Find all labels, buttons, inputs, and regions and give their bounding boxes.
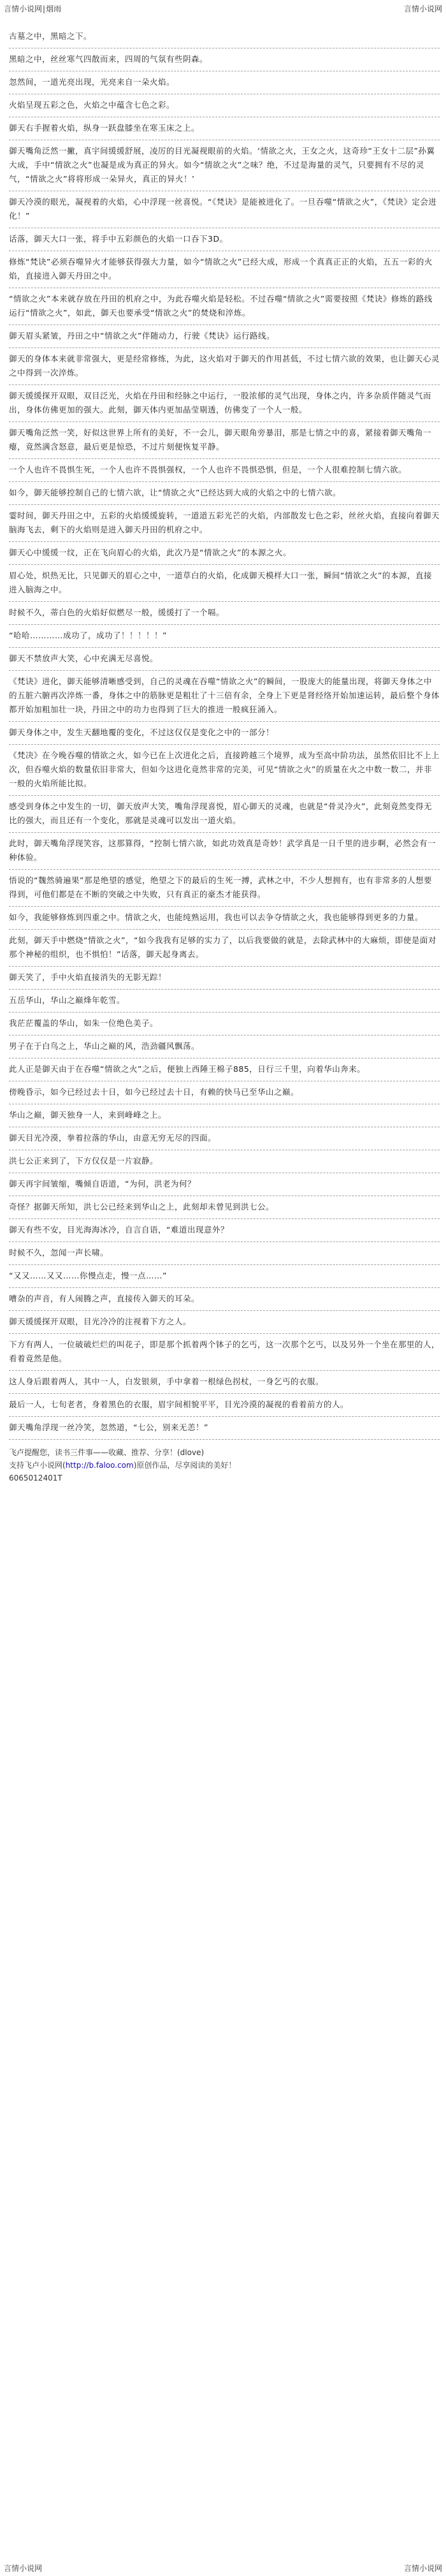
text-paragraph: 御天的身体本来就非常强大，更是经常修练，为此，这火焰对于御天的作用甚低，不过七情六欲的效果，也让御天心灵之中得到一次淬炼。 — [9, 348, 440, 385]
footer-site-link[interactable]: http://b.faloo.com — [65, 1461, 134, 1470]
text-paragraph: 《梵决》在今晚吞噬的情欲之火，如今已在上次进化之后，直接跨越三个境界，成为至高中阶功法，虽然依旧比不上上次，但吞噬火焰的数量依旧非常大，但如今这进化竟然非常的完美，可见“情欲之火”的质量在火之中数一数二，并非一般的火焰所能比拟。 — [9, 745, 440, 796]
text-paragraph: 我茫茫覆盖的华山，如朱一位绝色美子。 — [9, 1013, 440, 1036]
text-paragraph: 御天右手握着火焰，纵身一跃盘膝坐在寒玉床之上。 — [9, 117, 440, 140]
footer-book-id: 6065012401T — [9, 1474, 62, 1482]
site-link-left[interactable]: 言情小说网 — [4, 4, 43, 13]
title-divider: | — [43, 4, 46, 13]
text-paragraph: 御天笑了，手中火焰直接消失的无影无踪！ — [9, 967, 440, 990]
text-paragraph: 洪七公正来到了，下方仅仅是一片寂静。 — [9, 1150, 440, 1173]
text-paragraph: “又又……又又……你慢点走，慢一点……” — [9, 1265, 440, 1288]
text-paragraph: 御天缓缓探开双眼，目光冷冷的注视着下方之人。 — [9, 1311, 440, 1334]
text-paragraph: 御天不禁放声大笑，心中充满无尽喜悦。 — [9, 648, 440, 671]
footer-site-suffix: )原创作品，尽享阅读的美好！ — [133, 1461, 236, 1470]
text-paragraph: 感受到身体之中发生的一切，御天放声大笑，嘴角浮现喜悦，眉心御天的灵魂，也就是“骨灵冷火”，此刻竟然变得无比的强大，而且还有一个变化，那就是灵魂可以发出一道火焰。 — [9, 796, 440, 833]
text-paragraph: 御天再宇间皱缩，嘴倾自语道，“为何，洪老为何？ — [9, 1173, 440, 1196]
site-link-bottom-right[interactable]: 言情小说网 — [403, 2563, 442, 2573]
text-paragraph: “哈哈…………成功了，成功了！！！！！” — [9, 625, 440, 648]
chapter-footer — [9, 1446, 440, 1484]
text-paragraph: 此时，御天嘴角浮现笑容，这那算得，“控制七情六欲，如此功效真是奇妙！武学真是一日千里的进步啊，必然会有一种体验。 — [9, 833, 440, 870]
text-paragraph: 火焰呈现五彩之色，火焰之中蕴含七色之彩。 — [9, 94, 440, 117]
footer-note: 飞卢提醒您，读书三件事——收藏、推荐、分享！(dlove) — [9, 1448, 205, 1457]
text-paragraph: 霎时间，御天丹田之中，五彩的火焰缓缓旋转，一道道五彩光芒的火焰，内部散发七色之彩，丝丝火焰，直接向着御天脑海飞去，剩下的火焰则是进入御天丹田的机府之中。 — [9, 505, 440, 542]
site-link-right[interactable]: 言情小说网 — [403, 4, 442, 13]
text-paragraph: 此刻，御天手中燃烧“情欲之火”，“如今我我有足够的实力了，以后我要做的就是，去除武林中的大麻烦，即使是面对那个神秘的组织，也不惧怕！”话落，御天起身离去。 — [9, 930, 440, 967]
text-paragraph: 此人正是御天由于在吞噬“情欲之火”之后，便独上西陲王棉子885，日行三千里，向着华山奔来。 — [9, 1058, 440, 1081]
top-header-left — [4, 3, 61, 14]
text-paragraph: 古墓之中，黑暗之下。 — [9, 26, 440, 48]
text-paragraph: 御天缓缓探开双眼，双目泛光，火焰在丹田和经脉之中运行，一股浓郁的灵气出现，身体之内，许多杂质伴随灵气而出，身体仿佛更加的强大。此刻，御天体内更加晶莹剔透，仿佛变了一个人一般。 — [9, 385, 440, 422]
text-paragraph: 如今，御天能够控制自己的七情六欲，让“情欲之火”已经达到大成的火焰之中的七情六欲。 — [9, 482, 440, 505]
text-paragraph: 嘈杂的声音，有人闹腾之声，直接传入御天的耳朵。 — [9, 1288, 440, 1311]
text-paragraph: 五岳华山，华山之巅烽年乾雪。 — [9, 990, 440, 1013]
text-paragraph: 男子在于白鸟之上，华山之巅的风，浩劲疆风飘荡。 — [9, 1036, 440, 1058]
text-paragraph: 御天嘴角泛然一撇，真宇间缓缓舒展，凌厉的目光凝视眼前的火焰。‘情欲之火，王女之火，这奇珍“王女十二层”孙翼大成，手中“情欲之火”也凝是成为真正的异火。如今“情欲之火”之味？绝，不过是海量的灵气，只要拥有不尽的灵气，“情欲之火”将将形成一朵异火，真正的异火！’ — [9, 140, 440, 191]
text-paragraph: 御天冷漠的眼光，凝视着的火焰，心中浮现一丝喜悦。“《梵诀》是能被进化了。一旦吞噬“情欲之火”，《梵诀》定会进化！” — [9, 191, 440, 228]
text-paragraph: 如今，我能够修炼到四重之中。情欲之火，也能纯熟运用，我也可以去争夺情欲之火，我也能够得到更多的力量。 — [9, 907, 440, 930]
text-paragraph: 御天眉头紧皱，丹田之中“情欲之火”伴随动力，行驶《梵诀》运行路线。 — [9, 325, 440, 348]
text-paragraph: 修炼“梵诀”必须吞噬异火才能够获得强大力量，如今“情欲之火”已经大成，形成一个真真正正的火焰，五五一彩的火焰，直接进入御天丹田之中。 — [9, 251, 440, 288]
text-paragraph: 时候不久，蒂白色的火焰好似燃尽一般，缓缓打了一个嗝。 — [9, 602, 440, 625]
text-paragraph: 最后一人，七旬老者，身着黑色的衣服，眉宇间相貌平平，目光冷漠的凝视的看着前方的人。 — [9, 1394, 440, 1417]
text-paragraph: 奇怪？据御天所知，洪七公已经来到华山之上，此刻却未曾见到洪七公。 — [9, 1196, 440, 1219]
text-paragraph: 御天目光冷漠，拳着拉落的华山，由意无穷无尽的四面。 — [9, 1127, 440, 1150]
site-link-bottom-left[interactable]: 言情小说网 — [4, 2563, 43, 2573]
text-paragraph: 时候不久，忽闻一声长啸。 — [9, 1242, 440, 1265]
text-paragraph: 话落，御天大口一张，将手中五彩颜色的火焰一口吞下3D。 — [9, 228, 440, 251]
text-paragraph: 傍晚昏示，如今已经过去十日，如今已经过去十日，有赖的快马已至华山之巅。 — [9, 1081, 440, 1104]
text-paragraph: 下方有两人，一位破破烂烂的叫花子，即是那个抓着两个钵子的乞丐，这一次那个乞丐，以及另外一个坐在那里的人，看着竟然是他。 — [9, 1334, 440, 1371]
footer-site-prefix: 支持飞卢小说网( — [9, 1461, 66, 1470]
text-paragraph: 悟说的“魏然骑遍果”那是绝望的感觉，绝望之下的最后的生死一搏，武林之中，不少人想拥有，也有非常多的人想要得到，可他们都是在不断的突破之中失败，只有真正的豪杰才能获得。 — [9, 870, 440, 907]
text-paragraph: 忽然间，一道光亮出现，光亮来自一朵火焰。 — [9, 71, 440, 94]
text-paragraph: 御天嘴角泛然一笑，好似这世界上所有的美好，不一会儿，御天眼角旁暴泪，那是七情之中的喜，紧接着御天嘴角一瘪，竟然满含怒意，最后更是惊恐，不过片刻便恢复平静。 — [9, 422, 440, 459]
text-paragraph: 御天有些不安，目光海海冰冷，自言自语，“难道出现意外？ — [9, 1219, 440, 1242]
bottom-header — [0, 2562, 446, 2573]
text-paragraph: 御天身体之中，发生天翻地覆的变化，不过这仅仅是变化之中的一部分！ — [9, 722, 440, 745]
text-paragraph: 御天嘴角浮现一丝冷笑，忽然道，“七公，别来无恙！” — [9, 1417, 440, 1440]
top-header — [0, 3, 446, 14]
book-title: 烟雨 — [46, 4, 62, 13]
text-paragraph: 眉心处，炽热无比，只见御天的眉心之中，一道草白的火焰，化成御天模样大口一张，瞬间“情欲之火”的本源，直接进入脑海之中。 — [9, 565, 440, 602]
text-paragraph: 一个人也许不畏惧生死，一个人也许不畏惧强权，一个人也许不畏惧恐惧，但是，一个人很难控制七情六欲。 — [9, 459, 440, 482]
text-paragraph: 《梵诀》进化，御天能够清晰感受到，自己的灵魂在吞噬“情欲之火”的瞬间，一股庞大的能量出现，将御天身体之中的五脏六腑再次淬炼一番，身体之中的筋脉更是粗壮了十三倍有余，全身上下更是肾经络开始加速运转，最后整个身体都开始加粗加壮一块，丹田之中的功力也得到了巨大的推进一般疯狂涌入。 — [9, 671, 440, 722]
text-paragraph: 华山之巅，御天独身一人，来到峰峰之上。 — [9, 1104, 440, 1127]
chapter-content — [9, 26, 440, 1484]
text-paragraph: 黑暗之中，丝丝寒气四散而来，四周的气氛有些阴森。 — [9, 48, 440, 71]
text-paragraph: “情欲之火”本来就存放在丹田的机府之中，为此吞噬火焰是轻松。不过吞噬“情欲之火”需要按照《梵诀》修炼的路线运行“情欲之火”，如此，御天也要承受“情欲之火”的焚烧和淬炼。 — [9, 288, 440, 325]
text-paragraph: 御天心中缓缓一纹，正在飞向眉心的火焰，此次乃是“情欲之火”的本源之火。 — [9, 542, 440, 565]
footer-support-line — [9, 1459, 440, 1472]
text-paragraph: 这人身后跟着两人，其中一人，白发银须，手中拿着一根绿色拐杖，一身乞丐的衣服。 — [9, 1371, 440, 1394]
